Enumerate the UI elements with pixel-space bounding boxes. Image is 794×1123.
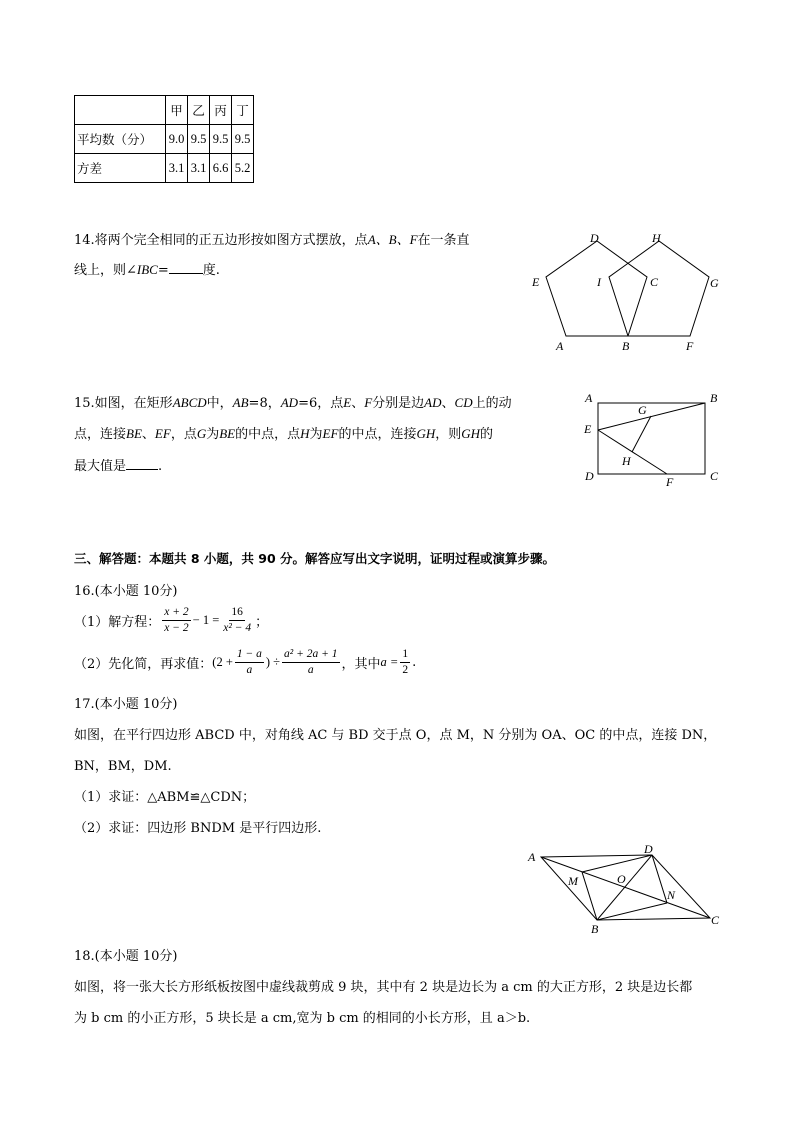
q16-part-label: （1）解方程：	[74, 615, 161, 630]
q15-var: G	[196, 426, 207, 441]
q15-label-D: D	[585, 469, 594, 483]
q15-text: 的	[480, 427, 494, 442]
q14-pentagon-figure	[525, 228, 725, 356]
q15-label-A: A	[585, 391, 593, 405]
table-corner-cell	[75, 96, 166, 125]
numerator: a² + 2a + 1	[282, 648, 339, 663]
numerator: 1	[400, 648, 410, 663]
q17-parallelogram-figure	[522, 840, 726, 936]
table-cell: 5.2	[232, 154, 254, 183]
q15-text: 为	[309, 427, 323, 442]
section-3-heading: 三、解答题：本题共 8 小题，共 90 分。解答应写出文字说明，证明过程或演算步骤。	[74, 551, 556, 566]
q15-text: .	[158, 459, 163, 474]
q15-text: 中，	[206, 396, 233, 411]
q16-part-1	[74, 606, 268, 635]
q15-var: CD	[454, 395, 473, 410]
q15-var: ABCD	[172, 395, 207, 410]
score-table	[74, 95, 254, 183]
q15-var: AD	[280, 395, 299, 410]
q15-text: =8，	[248, 396, 281, 411]
q16-part-2	[74, 648, 416, 677]
q14-label-H: H	[652, 231, 661, 245]
q15-text: 、	[141, 427, 155, 442]
fraction	[400, 648, 410, 677]
q15-text: 的中点，点	[235, 427, 301, 442]
q15-var: BE	[219, 426, 236, 441]
q14-angle: IBC	[136, 262, 158, 277]
q14-label-I: I	[597, 275, 601, 289]
table-row-label: 平均数（分）	[75, 125, 166, 154]
numerator: 16	[229, 606, 245, 621]
q15-text: 、	[441, 396, 455, 411]
q15-text: 的中点，连接	[338, 427, 417, 442]
fraction	[235, 648, 264, 677]
q15-label-G: G	[638, 403, 647, 417]
table-cell: 9.5	[188, 125, 210, 154]
table-header-cell: 乙	[188, 96, 210, 125]
table-header-cell: 甲	[166, 96, 188, 125]
q14-label-E: E	[532, 275, 540, 289]
table-cell: 6.6	[210, 154, 232, 183]
table-row-label: 方差	[75, 154, 166, 183]
q14-points: A、B、F	[367, 232, 418, 247]
q14-text: 在一条直	[417, 233, 470, 248]
q15-text: ，则	[435, 427, 462, 442]
q15-text: 15.如图，在矩形	[74, 396, 173, 411]
q17-part-1: （1）求证：△ABM≌△CDN；	[74, 790, 256, 805]
answer-blank	[169, 261, 203, 274]
q15-var: GH	[416, 426, 436, 441]
q14-label-B: B	[622, 339, 630, 353]
q15-label-E: E	[584, 422, 592, 436]
table-cell: 3.1	[166, 154, 188, 183]
q17-label-B: B	[591, 922, 599, 936]
math-op: (2 +	[212, 655, 233, 669]
q17-label-M: M	[568, 874, 578, 888]
denominator: a	[307, 664, 314, 676]
q16-title: 16.(本小题 10分)	[74, 584, 178, 599]
math-op: − 1 =	[192, 613, 220, 627]
q14-text: 度.	[202, 263, 220, 278]
q15-label-C: C	[710, 469, 719, 483]
q16-part-label: （2）先化简，再求值：	[74, 657, 213, 672]
table-cell: 9.5	[210, 125, 232, 154]
q17-line-2: BN，BM，DM.	[74, 759, 172, 774]
q15-label-B: B	[710, 391, 718, 405]
table-cell: 9.5	[232, 125, 254, 154]
q18-line-1: 如图，将一张大长方形纸板按图中虚线裁剪成 9 块，其中有 2 块是边长为 a cm 的大正方形，2 块是边长都	[74, 980, 693, 995]
q15-line-2	[74, 423, 493, 442]
q14-line-1	[74, 229, 470, 248]
q15-var: H	[300, 426, 310, 441]
q14-text: 14.将两个完全相同的正五边形按如图方式摆放，点	[74, 233, 368, 248]
q17-part-2: （2）求证：四边形 BNDM 是平行四边形.	[74, 821, 322, 836]
q15-label-H: H	[622, 454, 631, 468]
denominator: x − 2	[164, 622, 189, 634]
q17-label-N: N	[667, 888, 676, 902]
q15-text: 分别是边	[372, 396, 425, 411]
q15-text: 最大值是	[74, 459, 127, 474]
table-row	[75, 154, 254, 183]
q14-label-C: C	[650, 275, 659, 289]
q15-var: AB	[232, 395, 249, 410]
q15-text: 点，连接	[74, 427, 127, 442]
q14-line-2	[74, 259, 220, 278]
q17-label-D: D	[644, 842, 653, 856]
q14-label-F: F	[686, 339, 694, 353]
q15-rectangle-figure	[580, 388, 725, 488]
q17-label-C: C	[711, 913, 720, 927]
punct: .	[412, 655, 417, 670]
q18-title: 18.(本小题 10分)	[74, 949, 178, 964]
q15-var: EF	[322, 426, 339, 441]
table-header-cell: 丁	[232, 96, 254, 125]
q14-eq: =	[157, 263, 169, 278]
punct: ；	[255, 615, 269, 630]
denominator: a	[246, 664, 253, 676]
fraction	[282, 648, 339, 677]
table-header-cell: 丙	[210, 96, 232, 125]
answer-blank	[126, 457, 158, 470]
q14-label-G: G	[710, 276, 719, 290]
fraction	[221, 606, 253, 635]
q15-text: 、	[351, 396, 365, 411]
table-cell: 9.0	[166, 125, 188, 154]
q15-text: 为	[206, 427, 220, 442]
table-row	[75, 125, 254, 154]
q14-label-D: D	[590, 231, 599, 245]
q18-line-2: 为 b cm 的小正方形，5 块长是 a cm,宽为 b cm 的相同的小长方形，且 a＞b.	[74, 1011, 531, 1026]
denominator: x² − 4	[223, 622, 252, 634]
q15-text: =6，点	[298, 396, 344, 411]
q17-label-A: A	[528, 850, 536, 864]
q15-var: GH	[461, 426, 481, 441]
q14-label-A: A	[556, 339, 564, 353]
q15-text: 上的动	[472, 396, 512, 411]
q17-line-1: 如图，在平行四边形 ABCD 中，对角线 AC 与 BD 交于点 O，点 M，N 分别为 OA、OC 的中点，连接 DN，	[74, 728, 717, 743]
q15-label-F: F	[666, 475, 674, 488]
q15-var: BE	[126, 426, 142, 441]
q15-var: F	[364, 395, 373, 410]
denominator: 2	[402, 664, 409, 676]
math-var: a =	[380, 655, 399, 669]
table-cell: 3.1	[188, 154, 210, 183]
numerator: x + 2	[162, 606, 190, 621]
q15-var: AD	[424, 395, 442, 410]
table-header-row	[75, 96, 254, 125]
q15-line-3	[74, 455, 162, 474]
q14-text: 线上，则∠	[74, 263, 137, 278]
q15-var: E	[343, 395, 352, 410]
q16-text: ，其中	[341, 657, 381, 672]
q17-title: 17.(本小题 10分)	[74, 697, 178, 712]
math-op: ) ÷	[265, 655, 281, 669]
numerator: 1 − a	[235, 648, 264, 663]
q15-text: ，点	[170, 427, 197, 442]
fraction	[162, 606, 190, 635]
q17-label-O: O	[617, 872, 626, 886]
q15-var: EF	[154, 426, 171, 441]
q15-line-1	[74, 392, 512, 411]
